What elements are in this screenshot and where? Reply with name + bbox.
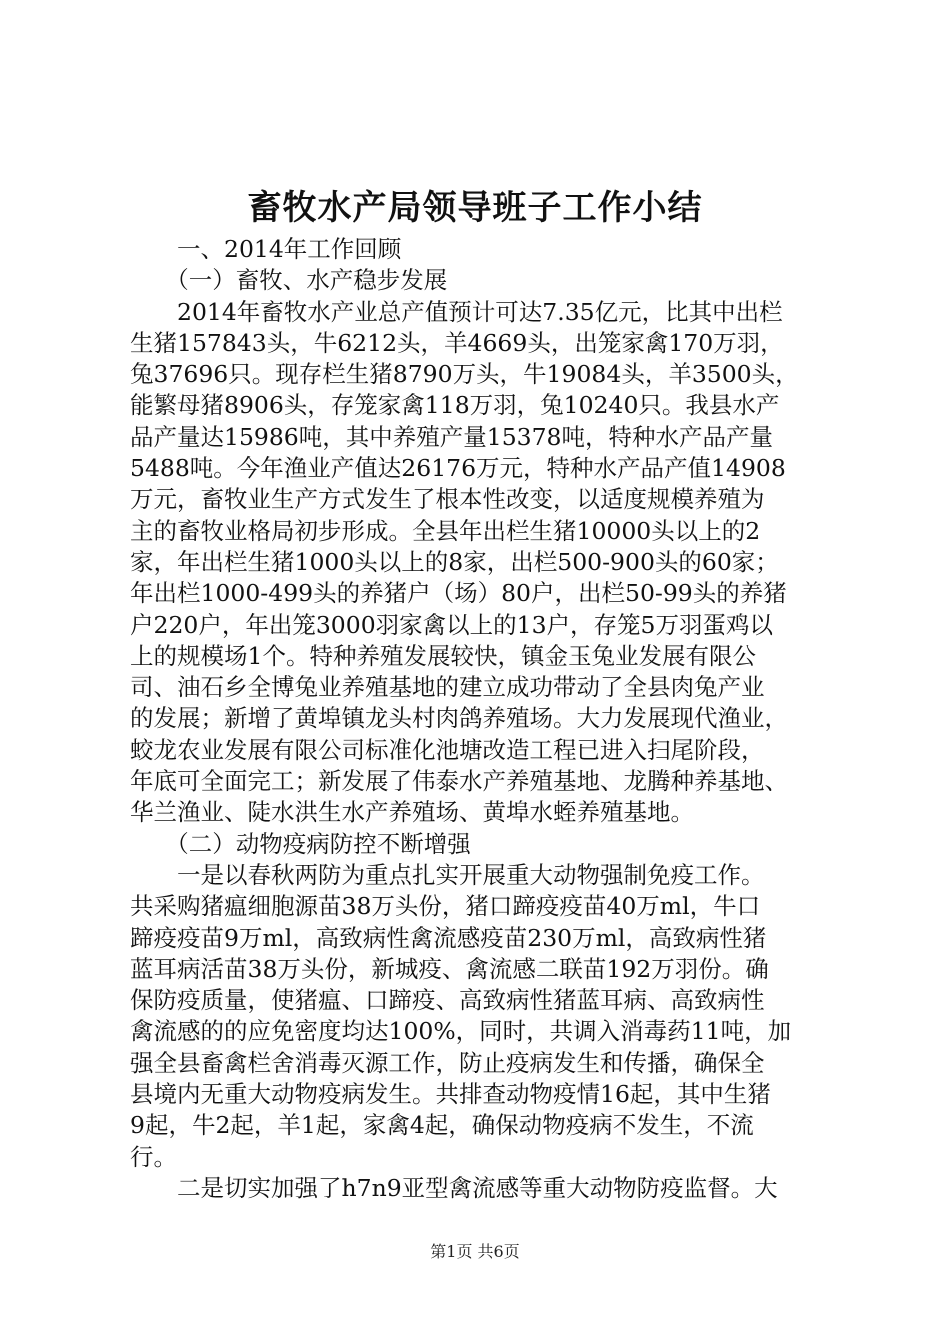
body-line: 蓝耳病活苗38万头份，新城疫、禽流感二联苗192万羽份。确	[130, 954, 769, 983]
body-line: 主的畜牧业格局初步形成。全县年出栏生猪10000头以上的2	[130, 516, 761, 545]
body-line: 兔37696只。现存栏生猪8790万头，牛19084头，羊3500头，	[130, 360, 799, 389]
body-line: 户220户，年出笼3000羽家禽以上的13户，存笼5万羽蛋鸡以	[130, 610, 774, 639]
body-line: 保防疫质量，使猪瘟、口蹄疫、高致病性猪蓝耳病、高致病性	[130, 986, 765, 1015]
body-line: 蛟龙农业发展有限公司标准化池塘改造工程已进入扫尾阶段，	[130, 735, 765, 764]
body-line: 生猪157843头，牛6212头，羊4669头，出笼家禽170万羽，	[130, 328, 784, 357]
body-line: 一是以春秋两防为重点扎实开展重大动物强制免疫工作。	[130, 860, 765, 889]
body-line: 上的规模场1个。特种养殖发展较快，镇金玉兔业发展有限公	[130, 641, 756, 670]
body-line: 蹄疫疫苗9万ml，高致病性禽流感疫苗230万ml，高致病性猪	[130, 923, 767, 952]
body-line: 家，年出栏生猪1000头以上的8家，出栏500-900头的60家；	[130, 547, 779, 576]
body-line: 的发展；新增了黄埠镇龙头村肉鸽养殖场。大力发展现代渔业，	[130, 704, 788, 733]
body-line: 司、油石乡全博兔业养殖基地的建立成功带动了全县肉兔产业	[130, 673, 765, 702]
body-line: 9起，牛2起，羊1起，家禽4起，确保动物疫病不发生，不流	[130, 1111, 754, 1140]
document-title: 畜牧水产局领导班子工作小结	[247, 188, 703, 228]
body-line: 2014年畜牧水产业总产值预计可达7.35亿元，比其中出栏	[130, 297, 783, 326]
body-line: 二是切实加强了h7n9亚型禽流感等重大动物防疫监督。大	[130, 1173, 778, 1202]
body-line: 年出栏1000-499头的养猪户（场）80户，出栏50-99头的养猪	[130, 579, 787, 608]
body-line: 强全县畜禽栏舍消毒灭源工作，防止疫病发生和传播，确保全	[130, 1048, 765, 1077]
body-line: 行。	[130, 1142, 177, 1171]
body-line: （一）畜牧、水产稳步发展	[130, 266, 448, 295]
body-line: 一、2014年工作回顾	[130, 235, 402, 263]
body-line: 万元，畜牧业生产方式发生了根本性改变，以适度规模养殖为	[130, 485, 765, 514]
document-body	[130, 234, 825, 1204]
body-line: 共采购猪瘟细胞源苗38万头份，猪口蹄疫疫苗40万ml，牛口	[130, 892, 761, 921]
body-line: 县境内无重大动物疫病发生。共排查动物疫情16起，其中生猪	[130, 1080, 771, 1109]
body-line: 能繁母猪8906头，存笼家禽118万羽，兔10240只。我县水产	[130, 391, 780, 420]
body-line: （二）动物疫病防控不断增强	[130, 829, 471, 858]
body-line: 年底可全面完工；新发展了伟泰水产养殖基地、龙腾种养基地、	[130, 767, 788, 796]
page-footer: 第1页 共6页	[430, 1242, 520, 1261]
body-line: 禽流感的的应免密度均达100%，同时，共调入消毒药11吨，加	[130, 1017, 792, 1046]
body-line: 华兰渔业、陡水洪生水产养殖场、黄埠水蛭养殖基地。	[130, 798, 694, 827]
body-line: 5488吨。今年渔业产值达26176万元，特种水产品产值14908	[130, 454, 786, 483]
body-line: 品产量达15986吨，其中养殖产量15378吨，特种水产品产量	[130, 422, 774, 451]
